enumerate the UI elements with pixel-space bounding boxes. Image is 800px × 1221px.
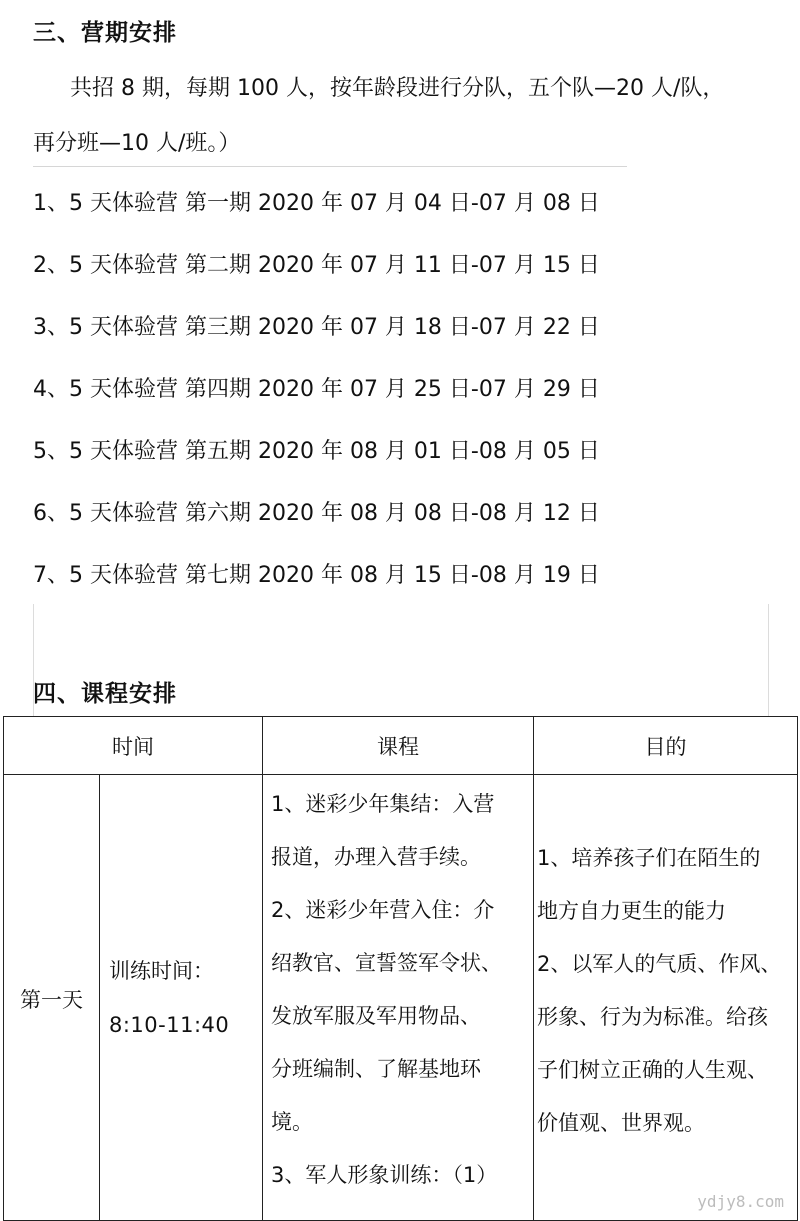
header-time: 时间 [4, 717, 263, 775]
divider [33, 166, 627, 167]
table-header-row [4, 717, 798, 775]
watermark: ydjy8.com [697, 1192, 784, 1211]
course-line: 1、迷彩少年集结：入营 [271, 792, 495, 816]
table-row [4, 775, 798, 1221]
training-time-cell [100, 775, 263, 1221]
header-purpose: 目的 [534, 717, 798, 775]
section-heading-camp-schedule: 三、营期安排 [33, 20, 177, 46]
course-table [3, 716, 798, 1221]
purpose-line: 地方自力更生的能力 [537, 899, 726, 923]
purpose-cell [534, 775, 798, 1221]
header-course: 课程 [263, 717, 534, 775]
course-line: 3、军人形象训练：（1） [271, 1163, 498, 1187]
purpose-line: 子们树立正确的人生观、 [537, 1058, 768, 1082]
course-line: 发放军服及军用物品、 [271, 1004, 481, 1028]
intro-paragraph-line-1: 共招 8 期，每期 100 人，按年龄段进行分队，五个队—20 人/队， [70, 76, 725, 101]
purpose-line: 价值观、世界观。 [537, 1111, 705, 1135]
schedule-item-5: 5、5 天体验营 第五期 2020 年 08 月 01 日-08 月 05 日 [33, 439, 600, 464]
training-time-label: 训练时间： [109, 958, 214, 983]
schedule-item-7: 7、5 天体验营 第七期 2020 年 08 月 15 日-08 月 19 日 [33, 563, 600, 588]
schedule-item-6: 6、5 天体验营 第六期 2020 年 08 月 08 日-08 月 12 日 [33, 501, 600, 526]
day-cell [4, 775, 100, 1221]
schedule-item-2: 2、5 天体验营 第二期 2020 年 07 月 11 日-07 月 15 日 [33, 253, 600, 278]
course-line: 境。 [271, 1110, 313, 1134]
course-line: 绍教官、宣誓签军令状、 [271, 951, 502, 975]
course-content-cell [263, 775, 534, 1221]
training-time-value: 8:10-11:40 [109, 1012, 230, 1037]
page-border-right [768, 604, 769, 716]
course-line: 报道，办理入营手续。 [271, 845, 481, 869]
purpose-line: 2、以军人的气质、作风、 [537, 952, 782, 976]
section-heading-course-schedule: 四、课程安排 [33, 681, 177, 707]
purpose-line: 形象、行为为标准。给孩 [537, 1005, 768, 1029]
day-label: 第一天 [20, 987, 83, 1012]
schedule-item-4: 4、5 天体验营 第四期 2020 年 07 月 25 日-07 月 29 日 [33, 377, 600, 402]
course-line: 2、迷彩少年营入住：介 [271, 898, 495, 922]
course-line: 分班编制、了解基地环 [271, 1057, 481, 1081]
intro-paragraph-line-2: 再分班—10 人/班。） [33, 131, 241, 156]
schedule-item-3: 3、5 天体验营 第三期 2020 年 07 月 18 日-07 月 22 日 [33, 315, 600, 340]
purpose-line: 1、培养孩子们在陌生的 [537, 846, 761, 870]
schedule-item-1: 1、5 天体验营 第一期 2020 年 07 月 04 日-07 月 08 日 [33, 191, 600, 216]
